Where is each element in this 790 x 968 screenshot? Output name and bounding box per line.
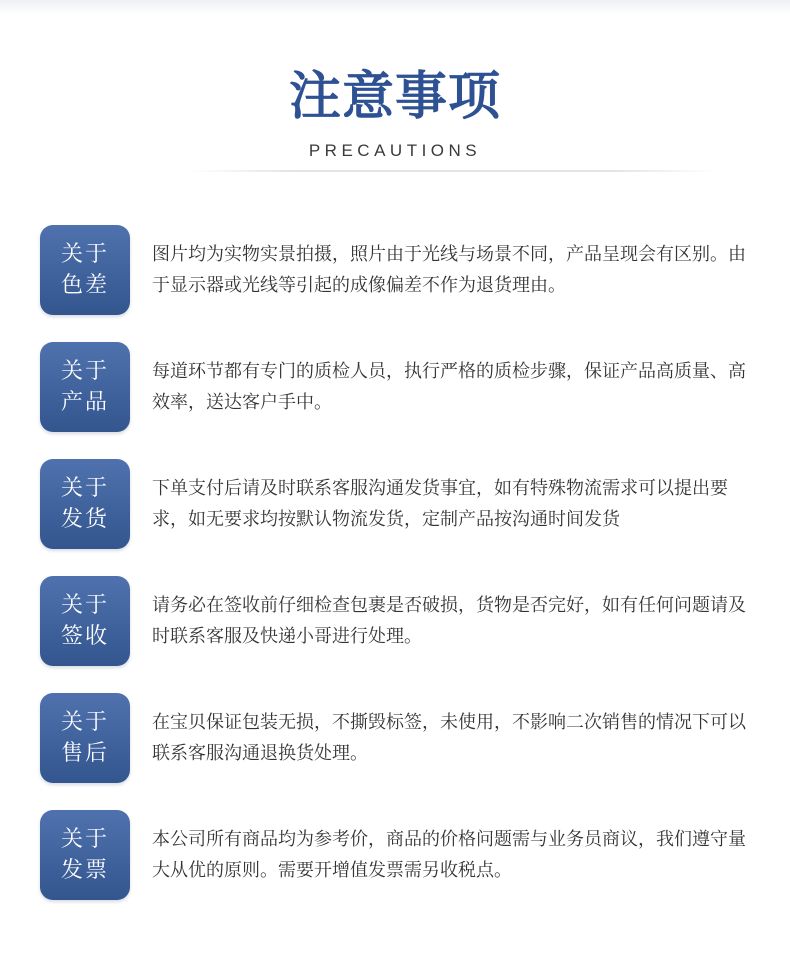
badge-line-1: 关于 (60, 710, 109, 735)
badge-line-2: 色差 (60, 273, 109, 298)
item-description: 在宝贝保证包装无损，不撕毁标签，未使用，不影响二次销售的情况下可以联系客服沟通退换货处理。 (152, 712, 746, 764)
page-subtitle: PRECAUTIONS (308, 141, 482, 160)
badge-line-1: 关于 (60, 593, 109, 618)
precautions-list (40, 225, 760, 927)
item-badge (40, 693, 130, 783)
item-badge (40, 576, 130, 666)
precaution-item-after-sales (40, 693, 760, 783)
item-badge (40, 225, 130, 315)
item-badge (40, 459, 130, 549)
badge-line-2: 产品 (60, 390, 109, 415)
page-title: 注意事项 (288, 67, 501, 127)
title-divider (188, 170, 718, 172)
precaution-item-invoice (40, 810, 760, 900)
badge-line-1: 关于 (60, 827, 109, 852)
badge-line-1: 关于 (60, 476, 109, 501)
badge-line-1: 关于 (60, 242, 109, 267)
item-description: 本公司所有商品均为参考价，商品的价格问题需与业务员商议，我们遵守量大从优的原则。需要开增值发票需另收税点。 (152, 829, 746, 881)
item-badge (40, 810, 130, 900)
badge-line-2: 发票 (60, 858, 109, 883)
precaution-item-shipping (40, 459, 760, 549)
page-header (0, 62, 790, 162)
badge-line-2: 售后 (60, 741, 109, 766)
top-shade (0, 0, 790, 14)
badge-line-2: 发货 (60, 507, 109, 532)
precaution-item-color (40, 225, 760, 315)
item-description: 请务必在签收前仔细检查包裹是否破损，货物是否完好，如有任何问题请及时联系客服及快递小哥进行处理。 (152, 595, 746, 647)
item-description: 每道环节都有专门的质检人员，执行严格的质检步骤，保证产品高质量、高效率，送达客户手中。 (152, 361, 746, 413)
badge-line-1: 关于 (60, 359, 109, 384)
precaution-item-receipt (40, 576, 760, 666)
item-badge (40, 342, 130, 432)
item-description: 图片均为实物实景拍摄，照片由于光线与场景不同，产品呈现会有区别。由于显示器或光线等引起的成像偏差不作为退货理由。 (152, 244, 746, 296)
badge-line-2: 签收 (60, 624, 109, 649)
precaution-item-product (40, 342, 760, 432)
item-description: 下单支付后请及时联系客服沟通发货事宜，如有特殊物流需求可以提出要求，如无要求均按默认物流发货，定制产品按沟通时间发货 (152, 478, 728, 530)
